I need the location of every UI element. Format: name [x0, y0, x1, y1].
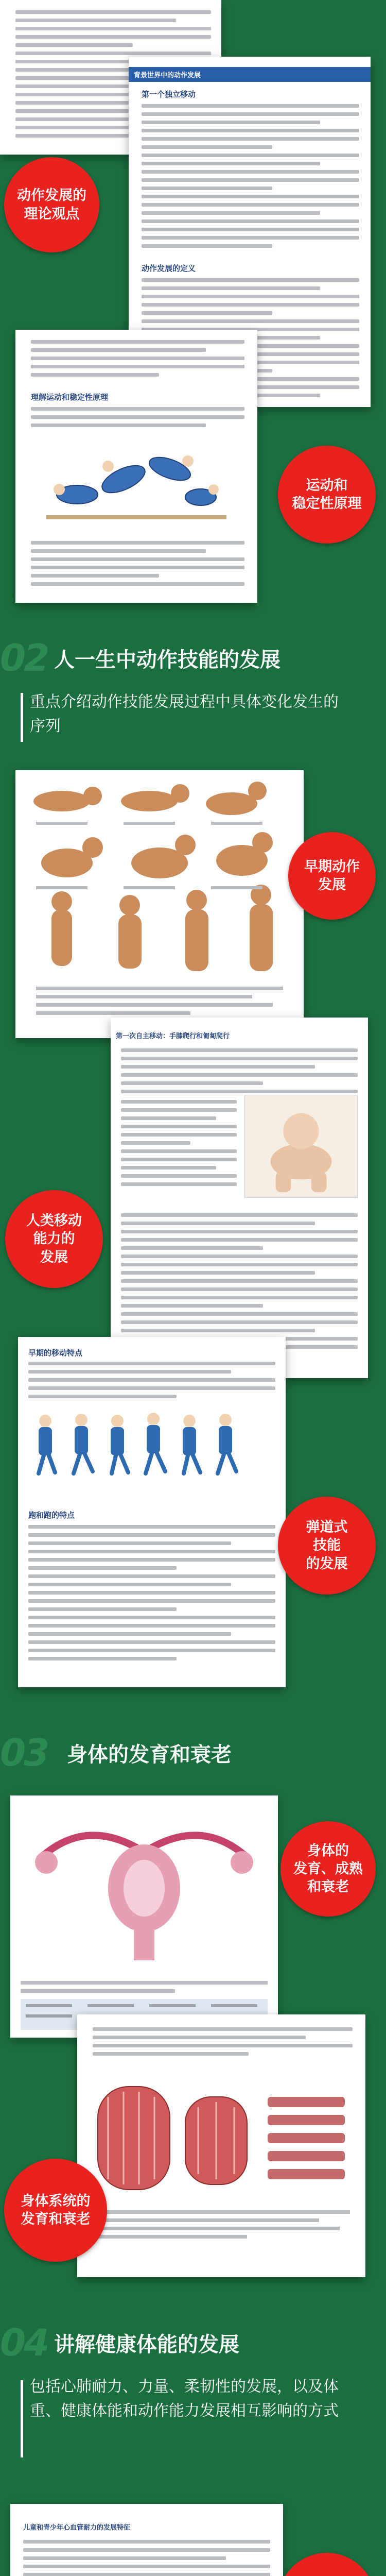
book-page-7: [10, 1795, 278, 2038]
callout-early-motor: 早期动作 发展: [288, 832, 376, 920]
section-number: 03: [0, 1731, 48, 1774]
sub-heading-3: 理解运动和稳定性原理: [31, 393, 109, 402]
sub-heading-4: 早期的移动特点: [28, 1349, 83, 1358]
gymnast-figure: [36, 438, 237, 531]
sub-heading-2: 动作发展的定义: [142, 264, 196, 273]
section-description: 包括心肺耐力、力量、柔韧性的发展，以及体重、健康体能和动作能力发展相互影响的方式: [30, 2378, 339, 2420]
text-block: [28, 1362, 275, 1403]
section-header-03: [0, 1731, 386, 1777]
sub-heading-6: 儿童和青少年心血管耐力的发展特征: [23, 2523, 131, 2531]
running-sequence-figure: [18, 1406, 286, 1484]
infant-motor-figure: [15, 770, 304, 1038]
text-block: [28, 1525, 275, 1665]
desc-bar: [21, 693, 23, 742]
callout-body-systems: 身体系统的 发育和衰老: [4, 2159, 107, 2262]
callout-motion-stability: 运动和 稳定性原理: [278, 446, 376, 544]
text-block: [31, 541, 244, 590]
box-heading: 背景世界中的动作发展: [129, 67, 371, 82]
text-block: [31, 407, 244, 432]
section-number: 04: [0, 2321, 48, 2364]
crawling-infant-figure: [244, 1095, 358, 1198]
book-page-5: [111, 1018, 368, 1378]
section-title: 讲解健康体能的发展: [54, 2333, 239, 2357]
section-header-02: [0, 636, 386, 683]
text-block: [142, 104, 359, 252]
text-block: [93, 2027, 353, 2060]
callout-locomotion: 人类移动 能力的 发展: [5, 1190, 103, 1288]
book-page-9: [10, 2504, 283, 2576]
band-heading: 第一次自主移动：手膝爬行和匍匐爬行: [111, 1028, 296, 1043]
section-title: 身体的发育和衰老: [67, 1743, 232, 1767]
text-block: [121, 1213, 358, 1353]
section-number: 02: [0, 636, 48, 680]
text-block: [121, 1048, 358, 1098]
book-page-4: [15, 770, 304, 1038]
text-block: [23, 2540, 270, 2576]
sub-heading-1: 第一个独立移动: [142, 90, 196, 99]
book-page-8: [77, 2014, 365, 2277]
text-block: [31, 340, 244, 381]
infant-photo-icon: [245, 1095, 357, 1197]
section-header-04: [0, 2321, 386, 2367]
callout-cardio-endurance: [278, 2553, 376, 2576]
section-description: 重点介绍动作技能发展过程中具体变化发生的序列: [30, 693, 339, 735]
callout-growth-aging: 身体的 发育、成熟 和衰老: [280, 1821, 376, 1917]
desc-bar: [21, 2380, 23, 2458]
book-page-3: [15, 330, 257, 603]
book-page-6: [18, 1337, 286, 1687]
gymnast-icon: [36, 438, 237, 531]
reproductive-anatomy-figure: [10, 1795, 278, 2038]
section-title: 人一生中动作技能的发展: [54, 648, 280, 672]
sub-heading-5: 跑和跑的特点: [28, 1511, 75, 1520]
callout-ballistic: 弹道式 技能 的发展: [278, 1497, 376, 1595]
callout-theory: 动作发展的 理论观点: [4, 157, 99, 252]
text-block: [121, 1100, 237, 1191]
muscle-structure-figure: [77, 2066, 365, 2262]
